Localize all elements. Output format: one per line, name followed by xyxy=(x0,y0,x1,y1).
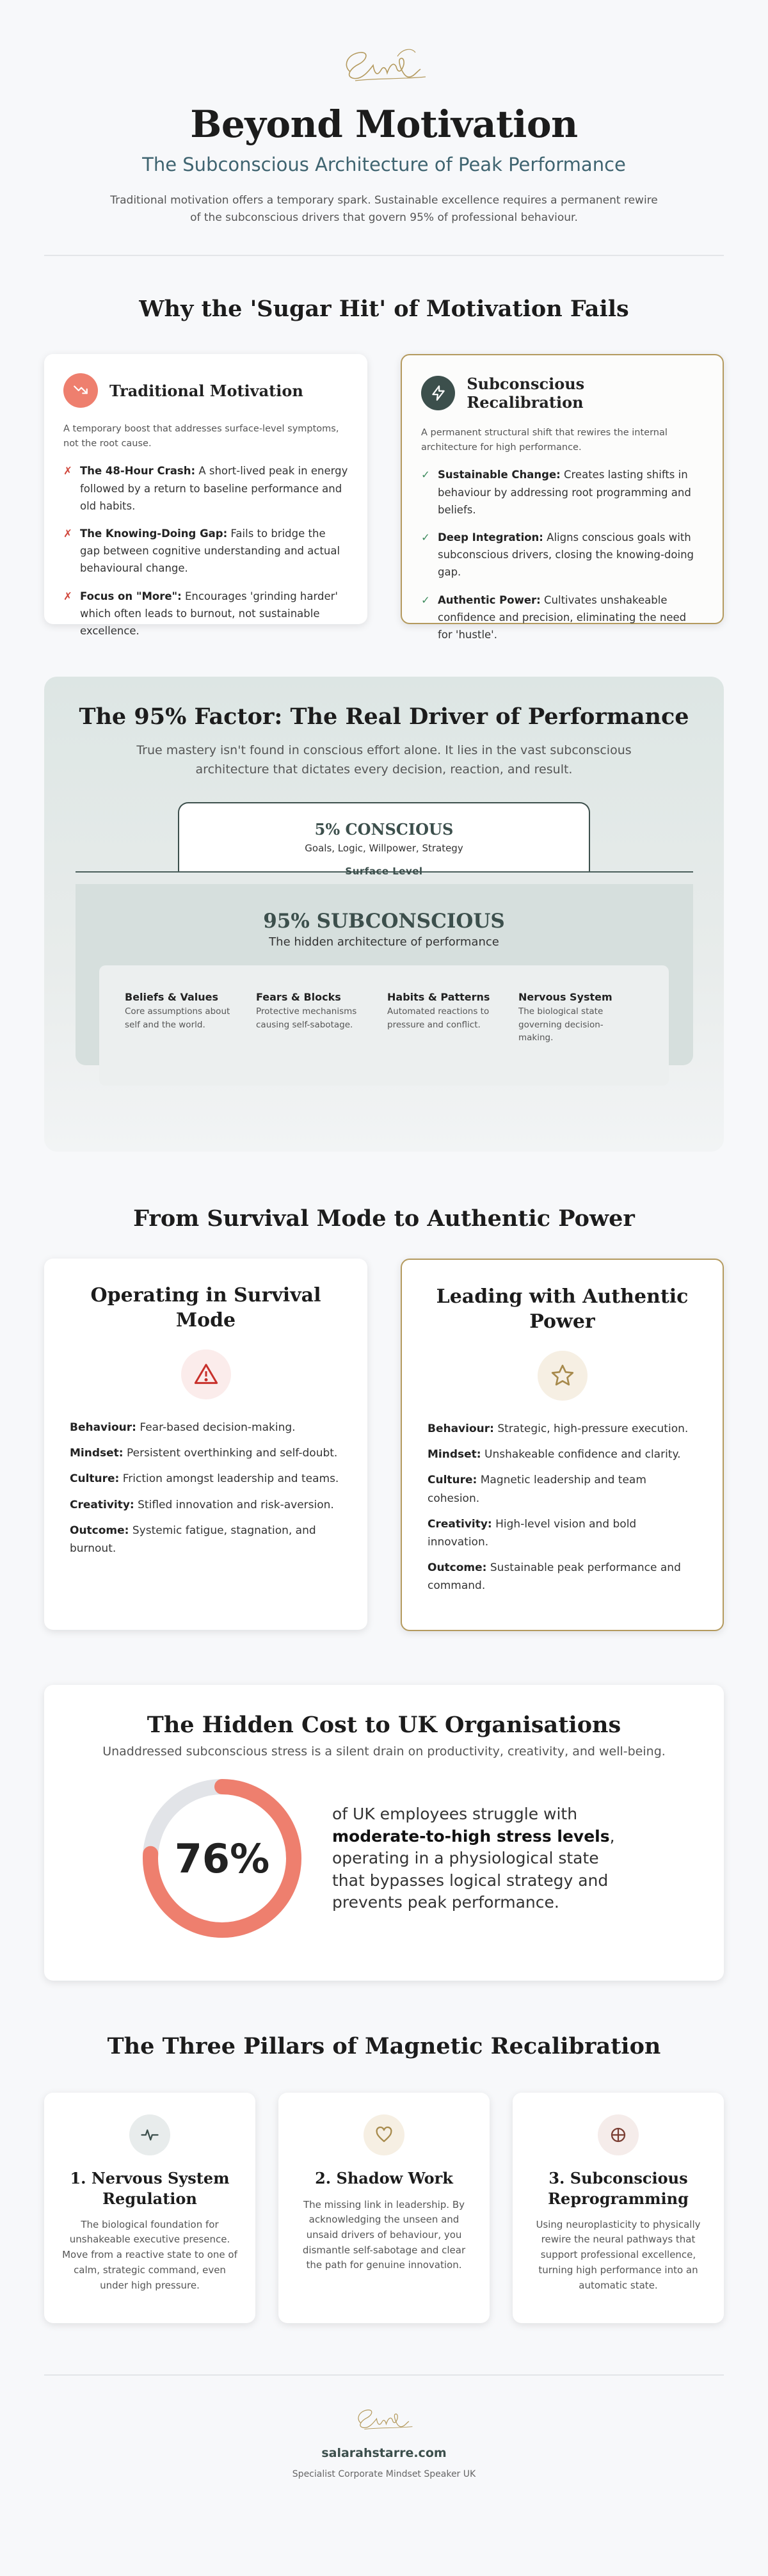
check-list xyxy=(421,466,703,643)
list-item: ✓ Sustainable Change: Creates lasting shifts in behaviour by addressing root programming and beliefs. xyxy=(421,466,703,519)
page-title: Beyond Motivation xyxy=(190,102,578,146)
pillar-heading: 1. Nervous System Regulation xyxy=(70,2169,230,2208)
list-item: Mindset: Persistent overthinking and self-doubt. xyxy=(70,1447,338,1460)
list-item: Outcome: Systemic fatigue, stagnation, and burnout. xyxy=(70,1524,316,1555)
pillars-section xyxy=(0,2033,768,2323)
card-description: A temporary boost that addresses surface-level symptoms, not the root cause. xyxy=(63,424,339,449)
pillar-card xyxy=(513,2093,724,2323)
list-item: Behaviour: Strategic, high-pressure execution. xyxy=(428,1422,689,1436)
surface-label: Surface Level xyxy=(345,865,423,878)
crosshair-icon xyxy=(598,2114,639,2155)
subconscious-heading: 95% SUBCONSCIOUS xyxy=(263,910,505,933)
signature-logo xyxy=(336,40,432,92)
list-item: Outcome: Sustainable peak performance and command. xyxy=(428,1561,681,1592)
cross-icon: ✗ xyxy=(63,465,72,478)
section-title: From Survival Mode to Authentic Power xyxy=(133,1205,635,1232)
section-description: True mastery isn't found in conscious effort alone. It lies in the vast subconscious architecture that dictates every decision, reaction, and result. xyxy=(136,743,632,777)
check-icon: ✓ xyxy=(421,469,430,481)
cross-icon: ✗ xyxy=(63,527,72,540)
subconscious-box xyxy=(76,884,693,1065)
card-heading: Subconscious Recalibration xyxy=(467,374,585,412)
subconscious-subtitle: The hidden architecture of performance xyxy=(269,935,499,949)
list-item: ✗ The 48-Hour Crash: A short-lived peak in energy followed by a return to baseline performance and old habits. xyxy=(63,462,348,515)
trend-down-icon xyxy=(63,373,98,408)
list-item: Creativity: Stifled innovation and risk-aversion. xyxy=(70,1498,334,1511)
warning-icon xyxy=(181,1349,231,1399)
section-title: The Hidden Cost to UK Organisations xyxy=(147,1712,621,1739)
conscious-box xyxy=(178,802,590,871)
pillar-card xyxy=(44,2093,255,2323)
check-icon: ✓ xyxy=(421,531,430,543)
list-item: ✓ Deep Integration: Aligns conscious goals with subconscious drivers, closing the knowing-doing gap. xyxy=(421,529,703,581)
page-intro: Traditional motivation offers a temporary spark. Sustainable excellence requires a permanent rewire of the subconscious drivers that govern 95% of professional behaviour. xyxy=(110,194,658,225)
card-heading: Leading with Authentic Power xyxy=(436,1285,689,1333)
list-item: Mindset: Unshakeable confidence and clarity. xyxy=(428,1448,681,1461)
subconscious-recalibration-card xyxy=(401,354,724,641)
section-title: The Three Pillars of Magnetic Recalibration xyxy=(107,2033,661,2060)
pulse-icon xyxy=(129,2114,170,2155)
footer-subtitle: Specialist Corporate Mindset Speaker UK xyxy=(292,2469,476,2480)
conscious-subtitle: Goals, Logic, Willpower, Strategy xyxy=(305,842,463,855)
lightning-icon xyxy=(421,376,455,410)
page-footer xyxy=(0,2376,768,2479)
section-description: Unaddressed subconscious stress is a silent drain on productivity, creativity, and well-being. xyxy=(102,1744,666,1759)
survival-mode-card xyxy=(44,1259,367,1630)
stress-donut-chart xyxy=(140,1776,304,1940)
signature-logo xyxy=(346,2401,422,2437)
modes-section xyxy=(0,1205,768,1631)
subconscious-item: Nervous System The biological state governing decision-making. xyxy=(518,991,612,1043)
stat-description: of UK employees struggle with moderate-to-high stress levels, operating in a physiological state that bypasses logical strategy and prevents peak performance. xyxy=(332,1805,615,1912)
website-link[interactable]: salarahstarre.com xyxy=(321,2446,447,2461)
pillar-text: The biological foundation for unshakeable executive presence. Move from a reactive state to one of calm, strategic command, even under high pressure. xyxy=(62,2218,237,2291)
list-item: Culture: Friction amongst leadership and teams. xyxy=(70,1472,339,1486)
subconscious-grid xyxy=(99,965,669,1086)
list-item: Culture: Magnetic leadership and team cohesion. xyxy=(428,1474,646,1505)
pillar-text: Using neuroplasticity to physically rewire the neural pathways that support professional excellence, turning high performance into an automatic state. xyxy=(536,2218,701,2291)
list-item: ✗ Focus on "More": Encourages 'grinding harder' which often leads to burnout, not sustainable excellence. xyxy=(63,588,348,640)
pillar-heading: 2. Shadow Work xyxy=(315,2169,453,2188)
cross-icon: ✗ xyxy=(63,590,72,602)
card-description: A permanent structural shift that rewires the internal architecture for high performance. xyxy=(421,428,668,453)
factor-section xyxy=(44,677,724,1152)
divider xyxy=(44,255,724,256)
star-icon xyxy=(538,1351,588,1401)
card-heading: Operating in Survival Mode xyxy=(90,1284,321,1332)
authentic-power-card xyxy=(401,1259,724,1631)
page-header xyxy=(0,0,768,227)
conscious-heading: 5% CONSCIOUS xyxy=(314,820,454,839)
sugar-hit-section xyxy=(0,296,768,641)
traditional-motivation-card xyxy=(44,354,367,638)
hidden-cost-section xyxy=(44,1685,724,1981)
surface-line xyxy=(76,865,693,884)
pillar-text: The missing link in leadership. By acknowledging the unseen and unsaid drivers of behaviour, you dismantle self-sabotage and clear the path for genuine innovation. xyxy=(302,2198,466,2271)
authentic-list xyxy=(428,1420,697,1594)
page-subtitle: The Subconscious Architecture of Peak Performance xyxy=(142,154,626,175)
survival-list xyxy=(70,1419,342,1557)
section-title: The 95% Factor: The Real Driver of Performance xyxy=(79,704,689,730)
list-item: ✗ The Knowing-Doing Gap: Fails to bridge the gap between cognitive understanding and actual behavioural change. xyxy=(63,525,348,577)
cross-list xyxy=(63,462,348,640)
list-item: Creativity: High-level vision and bold innovation. xyxy=(428,1517,637,1549)
subconscious-item: Beliefs & Values Core assumptions about self and the world. xyxy=(125,991,230,1030)
stat-value: 76% xyxy=(174,1835,270,1882)
list-item: ✓ Authentic Power: Cultivates unshakeable confidence and precision, eliminating the need for 'hustle'. xyxy=(421,592,703,644)
subconscious-item: Fears & Blocks Protective mechanisms causing self-sabotage. xyxy=(256,991,357,1030)
pillar-card xyxy=(278,2093,490,2323)
subconscious-item: Habits & Patterns Automated reactions to pressure and conflict. xyxy=(387,991,490,1030)
list-item: Behaviour: Fear-based decision-making. xyxy=(70,1421,296,1435)
card-heading: Traditional Motivation xyxy=(109,381,303,400)
pillar-heading: 3. Subconscious Reprogramming xyxy=(548,2169,689,2208)
heart-icon xyxy=(364,2114,404,2155)
section-title: Why the 'Sugar Hit' of Motivation Fails xyxy=(139,296,629,323)
check-icon: ✓ xyxy=(421,593,430,606)
